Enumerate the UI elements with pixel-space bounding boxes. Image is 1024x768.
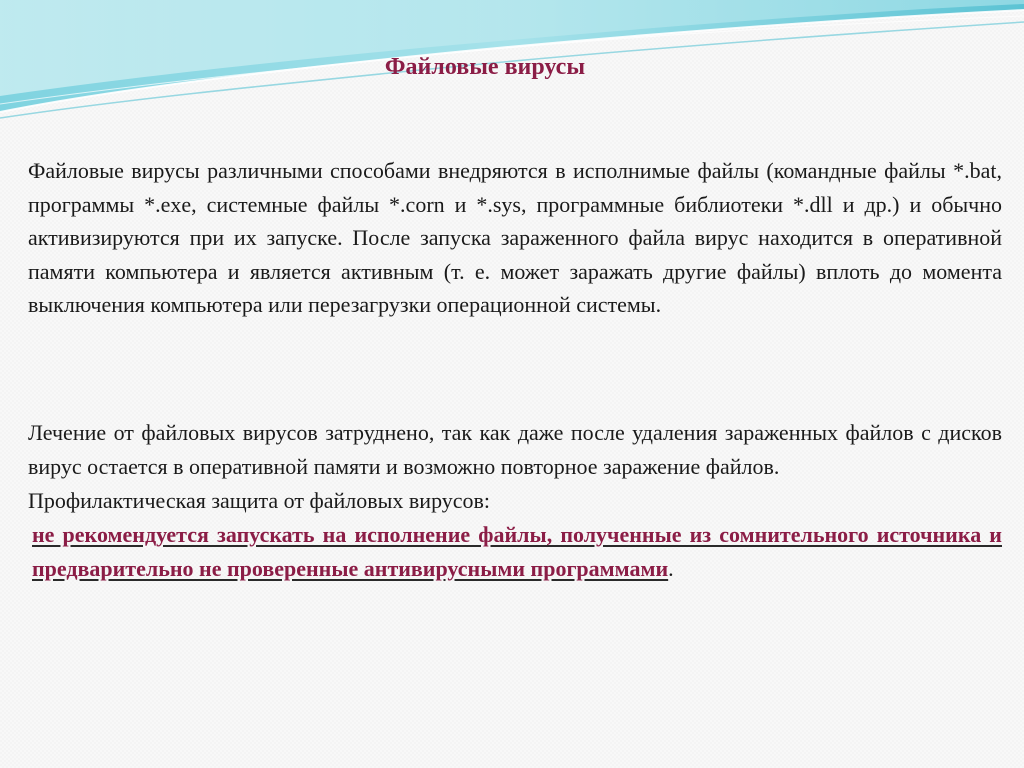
- slide-title: Файловые вирусы: [384, 54, 586, 80]
- warning-suffix: .: [668, 556, 674, 581]
- paragraph-treatment-block: [28, 416, 1002, 586]
- paragraph-description: Файловые вирусы различными способами внедряются в исполнимые файлы (командные файлы *.bat, программы *.exe, системные файлы *.corn и *.sys, программные библиотеки *.dll и др.) и обычно активизируются при их запуске. После запуска зараженного файла вирус находится в оперативной памяти компьютера и является активным (т. е. может заражать другие файлы) вплоть до момента выключения компьютера или перезагрузки операционной системы.: [28, 158, 1002, 317]
- paragraph-prevention-heading: Профилактическая защита от файловых вирусов:: [28, 488, 491, 513]
- paragraph-treatment: Лечение от файловых вирусов затруднено, так как даже после удаления зараженных файлов с дисков вирус остается в оперативной памяти и возможно повторное заражение файлов.: [28, 420, 1002, 479]
- warning-text: не рекомендуется запускать на исполнение файлы, полученные из сомнительного источника и предварительно не проверенные антивирусными программами: [32, 522, 1002, 581]
- warning-block: [28, 518, 1002, 586]
